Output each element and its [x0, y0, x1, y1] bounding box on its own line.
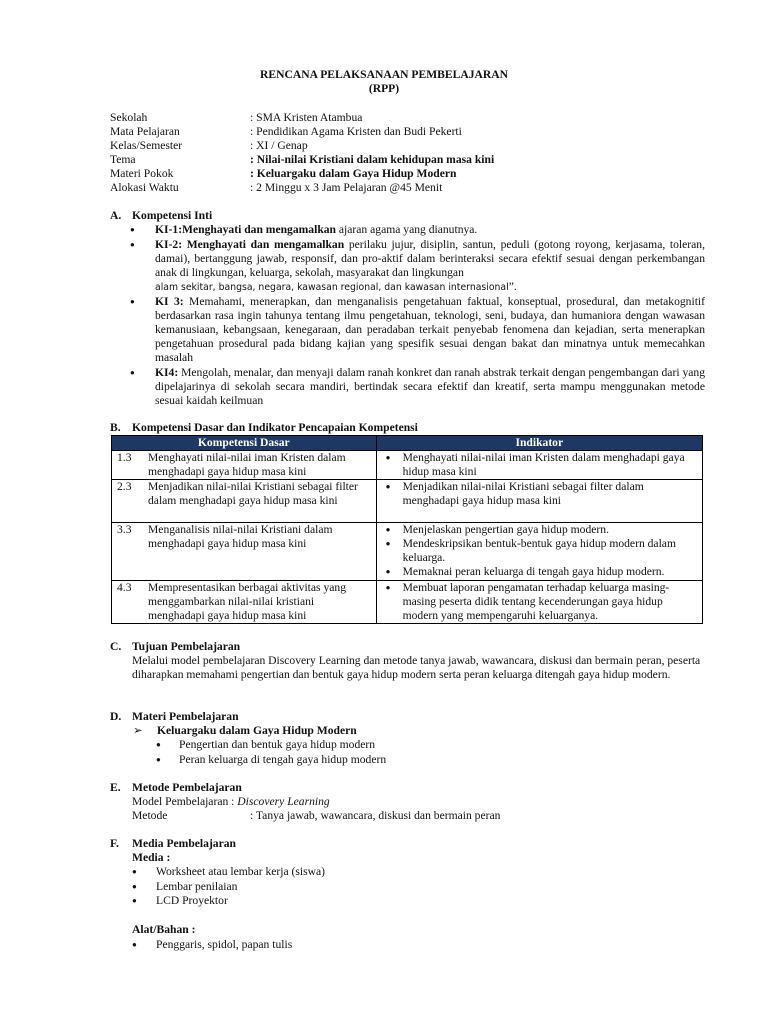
kd-text: Mempresentasikan berbagai aktivitas yang menggambarkan nilai-nilai kristiani menghadapi gaya hidup masa kini: [148, 581, 346, 622]
bullet-icon: ●: [130, 240, 135, 249]
section-f-heading: [110, 837, 236, 851]
section-letter: C.: [110, 640, 122, 653]
indicator-item: [377, 480, 702, 508]
info-value: : SMA Kristen Atambua: [250, 111, 363, 124]
section-title: Kompetensi Dasar dan Indikator Pencapaian Kompetensi: [132, 421, 418, 434]
kd-cell: [112, 480, 377, 523]
indicator-cell: [376, 451, 702, 480]
ki-3-text: [155, 295, 705, 365]
info-label: Kelas/Semester: [110, 139, 183, 152]
info-label: Alokasi Waktu: [110, 181, 179, 194]
section-title: Tujuan Pembelajaran: [132, 640, 241, 653]
ki-1-lead: KI-1:Menghayati dan mengamalkan: [155, 223, 337, 236]
bullet-icon: ●: [385, 453, 391, 462]
section-b-heading: [110, 421, 418, 435]
indicator-item: [377, 523, 702, 537]
arrow-bullet-icon: ➢: [133, 724, 143, 737]
ki-4-rest: Mengolah, menalar, dan menyaji dalam ranah konkret dan ranah abstrak terkait dengan pengembangan dari yang dipelajarinya di sekolah secara mandiri, bertindak secara efektif dan kreatif, serta mampu menggunakan metode sesuai kaidah keilmuan: [155, 366, 705, 407]
media-item: Lembar penilaian: [156, 880, 238, 893]
bullet-icon: ●: [130, 368, 135, 377]
materi-item: Peran keluarga di tengah gaya hidup modern: [179, 753, 387, 766]
bullet-icon: ●: [385, 482, 391, 491]
info-value: : Nilai-nilai Kristiani dalam kehidupan masa kini: [250, 153, 495, 166]
section-letter: E.: [110, 781, 121, 794]
bullet-icon: ●: [156, 755, 161, 764]
info-value: : Pendidikan Agama Kristen dan Budi Pekerti: [250, 125, 462, 138]
kd-number: 1.3: [117, 451, 132, 464]
section-e-heading: [110, 781, 242, 795]
section-c-heading: [110, 640, 240, 654]
section-letter: F.: [110, 837, 119, 850]
column-header-indikator: Indikator: [376, 436, 702, 451]
competency-table: [111, 435, 703, 624]
section-title: Media Pembelajaran: [132, 837, 236, 850]
ki-2-end: ”.: [508, 280, 517, 293]
media-item: LCD Proyektor: [156, 894, 228, 907]
indicator-item: [377, 537, 702, 565]
table-row: [112, 480, 703, 523]
kd-number: 2.3: [117, 480, 132, 493]
bullet-icon: ●: [385, 583, 391, 592]
bullet-icon: ●: [132, 882, 137, 891]
indicator-text: Menjelaskan pengertian gaya hidup modern.: [402, 523, 609, 536]
table-row: [112, 581, 703, 624]
bullet-icon: ●: [385, 539, 391, 548]
ki-3-rest: Memahami, menerapkan, dan menganalisis pengetahuan faktual, konseptual, prosedural, dan metakognitif berdasarkan rasa ingin tahunya tentang ilmu pengetahuan, teknologi, seni, budaya, dan humaniora dengan wawasan kemanusiaan, kebangsaan, kenegaraan, dan peradaban terkait penyebab fenomena dan kejadian, serta menerapkan pengetahuan prosedural pada bidang kajian yang spesifik sesuai dengan bakat dan minatnya untuk memecahkan masalah: [155, 295, 706, 364]
indicator-cell: [376, 581, 702, 624]
info-value: : Keluargaku dalam Gaya Hidup Modern: [250, 167, 457, 180]
tujuan-paragraph: Melalui model pembelajaran Discovery Learning dan metode tanya jawab, wawancara, diskusi dan bermain peran, peserta diharapkan memahami pengertian dan bentuk gaya hidup modern serta peran keluarga ditengah gaya hidup modern.: [132, 654, 701, 681]
section-letter: A.: [110, 209, 122, 222]
document-subtitle: (RPP): [368, 82, 400, 95]
document-title: RENCANA PELAKSANAAN PEMBELAJARAN: [260, 68, 508, 81]
info-value: : XI / Genap: [250, 139, 308, 152]
model-value: Discovery Learning: [237, 795, 330, 808]
kd-text: Menjadikan nilai-nilai Kristiani sebagai filter dalam menghadapi gaya hidup masa kini: [148, 480, 358, 507]
bullet-icon: ●: [130, 297, 135, 306]
info-label: Sekolah: [110, 111, 148, 124]
indicator-text: Membuat laporan pengamatan terhadap keluarga masing-masing peserta didik tentang kecenderungan gaya hidup modern yang mempengaruhi keluarganya.: [402, 581, 670, 622]
column-header-kompetensi-dasar: Kompetensi Dasar: [112, 436, 377, 451]
metode-value: : Tanya jawab, wawancara, diskusi dan bermain peran: [250, 809, 501, 822]
indicator-text: Menghayati nilai-nilai iman Kristen dalam menghadapi gaya hidup masa kini: [402, 451, 685, 478]
info-label: Materi Pokok: [110, 167, 174, 180]
section-d-heading: [110, 710, 239, 724]
info-value: : 2 Minggu x 3 Jam Pelajaran @45 Menit: [250, 181, 443, 194]
section-letter: B.: [110, 421, 121, 434]
media-subheading: Media :: [132, 851, 171, 864]
bullet-icon: ●: [156, 740, 161, 749]
indicator-text: Mendeskripsikan bentuk-bentuk gaya hidup modern dalam keluarga.: [402, 537, 676, 564]
ki-4-lead: KI4:: [155, 366, 179, 379]
section-a-heading: [110, 209, 212, 223]
ki-2-lead: KI-2: Menghayati dan mengamalkan: [155, 238, 345, 251]
kd-cell: [112, 451, 377, 480]
indicator-cell: [376, 480, 702, 523]
ki-4-text: [155, 366, 705, 408]
section-letter: D.: [110, 710, 122, 723]
bullet-icon: ●: [130, 225, 135, 234]
alat-item: Penggaris, spidol, papan tulis: [156, 938, 293, 951]
kd-number: 4.3: [117, 581, 132, 594]
info-label: Mata Pelajaran: [110, 125, 180, 138]
ki-3-lead: KI 3:: [155, 295, 184, 308]
ki-2-tail: [155, 280, 705, 295]
ki-2-rest: perilaku jujur, disiplin, santun, peduli (gotong royong, kerjasama, toleran, damai), bertanggung jawab, responsif, dan pro-aktif dalam berinteraksi secara efektif sesuai dengan perkembangan anak di lingkungan, keluarga, sekolah, masyarakat dan lingkungan: [155, 238, 705, 279]
indicator-item: [377, 565, 702, 579]
bullet-icon: ●: [132, 940, 137, 949]
materi-item: Pengertian dan bentuk gaya hidup modern: [179, 738, 376, 751]
indicator-cell: [376, 523, 702, 581]
section-title: Materi Pembelajaran: [132, 710, 239, 723]
indicator-item: [377, 581, 702, 623]
indicator-text: Memaknai peran keluarga di tengah gaya hidup modern.: [402, 565, 665, 578]
table-header-row: [112, 436, 703, 451]
media-item: Worksheet atau lembar kerja (siswa): [156, 865, 326, 878]
table-row: [112, 451, 703, 480]
model-separator: :: [228, 795, 238, 808]
kd-text: Menghayati nilai-nilai iman Kristen dalam menghadapi gaya hidup masa kini: [148, 451, 346, 478]
section-title: Kompetensi Inti: [132, 209, 213, 222]
bullet-icon: ●: [385, 525, 391, 534]
indicator-item: [377, 451, 702, 479]
kd-text: Menganalisis nilai-nilai Kristiani dalam menghadapi gaya hidup masa kini: [148, 523, 333, 550]
ki-1-text: [155, 223, 705, 237]
kd-number: 3.3: [117, 523, 132, 536]
table-row: [112, 523, 703, 581]
ki-2-text: [155, 238, 705, 280]
alat-subheading: Alat/Bahan :: [132, 923, 196, 936]
materi-subheading: Keluargaku dalam Gaya Hidup Modern: [157, 724, 357, 737]
model-label: Model Pembelajaran: [132, 795, 229, 808]
kd-cell: [112, 523, 377, 581]
indicator-text: Menjadikan nilai-nilai Kristiani sebagai filter dalam menghadapi gaya hidup masa kini: [402, 480, 644, 507]
info-label: Tema: [110, 153, 136, 166]
bullet-icon: ●: [132, 896, 137, 905]
model-pembelajaran-line: [132, 795, 330, 809]
ki-2-tail-text: alam sekitar, bangsa, negara, kawasan regional, dan kawasan internasional: [155, 282, 509, 293]
bullet-icon: ●: [385, 567, 391, 576]
kd-cell: [112, 581, 377, 624]
bullet-icon: ●: [132, 867, 137, 876]
ki-1-rest: ajaran agama yang dianutnya.: [336, 223, 478, 236]
metode-label: Metode: [132, 809, 168, 822]
section-title: Metode Pembelajaran: [132, 781, 242, 794]
